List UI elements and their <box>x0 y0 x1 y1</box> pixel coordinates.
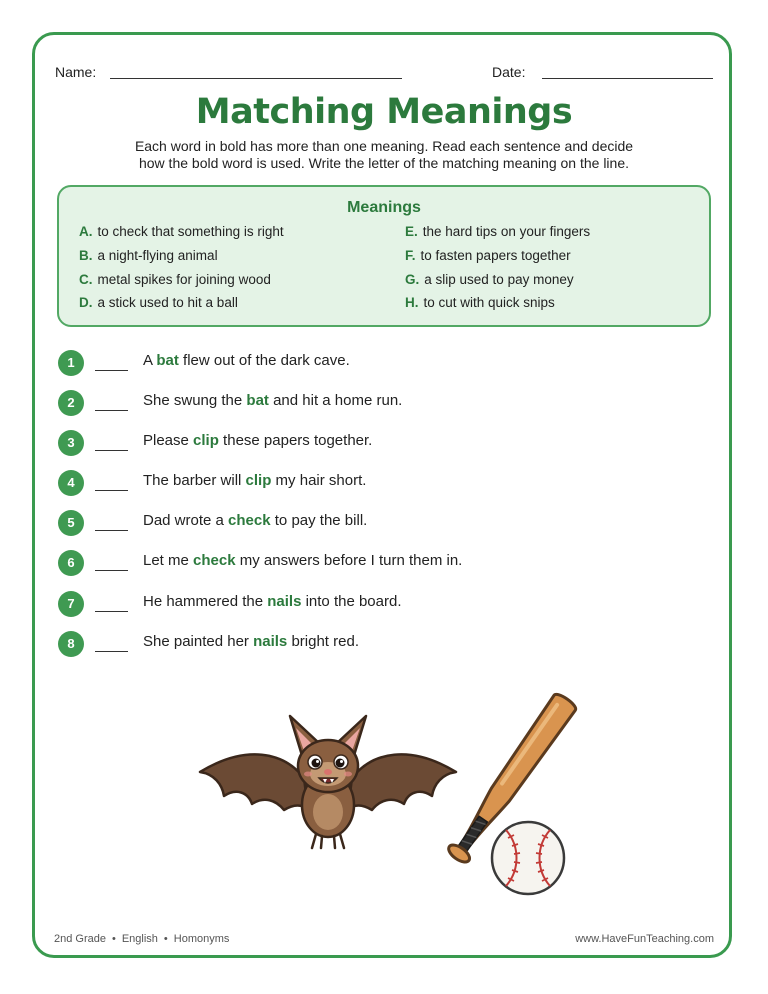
sentence-end: bright red. <box>287 633 359 650</box>
question-7 <box>58 591 678 617</box>
question-sentence <box>143 392 402 409</box>
sentence-start: Let me <box>143 552 194 569</box>
question-sentence <box>143 352 350 369</box>
sentence-end: flew out of the dark cave. <box>178 352 350 369</box>
question-sentence <box>143 472 366 489</box>
answer-blank[interactable] <box>95 490 128 491</box>
meaning-letter: F. <box>405 248 416 263</box>
question-8 <box>58 631 678 657</box>
sentence-start: He hammered the <box>143 593 268 610</box>
sentence-start: She painted her <box>143 633 254 650</box>
question-6 <box>58 550 678 576</box>
topic-tag: Homonyms <box>173 933 230 945</box>
keyword: check <box>228 512 271 529</box>
sentence-end: these papers together. <box>218 432 373 449</box>
question-sentence <box>143 593 402 610</box>
meanings-title: Meanings <box>347 199 421 216</box>
answer-blank[interactable] <box>95 611 128 612</box>
sentence-start: A <box>143 352 157 369</box>
meaning-letter: E. <box>405 224 418 239</box>
sentence-start: Dad wrote a <box>143 512 229 529</box>
question-number-badge: 8 <box>58 631 84 657</box>
answer-blank[interactable] <box>95 570 128 571</box>
question-5 <box>58 510 678 536</box>
keyword: bat <box>156 352 179 369</box>
meaning-text: a stick used to hit a ball <box>97 295 238 310</box>
instructions-line-1: Each word in bold has more than one meaning. Read each sentence and decide <box>134 138 634 154</box>
question-number-badge: 4 <box>58 470 84 496</box>
keyword: check <box>193 552 236 569</box>
subject-tag: English <box>121 933 158 945</box>
instructions-line-2: how the bold word is used. Write the letter of the matching meaning on the line. <box>138 155 630 171</box>
keyword: clip <box>193 432 219 449</box>
page-title: Matching Meanings <box>195 92 573 132</box>
answer-blank[interactable] <box>95 530 128 531</box>
meaning-text: the hard tips on your fingers <box>422 224 591 239</box>
grade-tag: 2nd Grade <box>54 933 106 945</box>
separator-dot: • <box>163 933 168 945</box>
meaning-a <box>79 224 284 239</box>
question-sentence <box>143 552 462 569</box>
question-1 <box>58 350 678 376</box>
meaning-c <box>79 272 271 287</box>
question-sentence <box>143 432 372 449</box>
meaning-text: to cut with quick snips <box>423 295 555 310</box>
sentence-start: She swung the <box>143 392 247 409</box>
meaning-letter: D. <box>79 295 93 310</box>
sentence-end: into the board. <box>301 593 402 610</box>
sentence-end: to pay the bill. <box>270 512 368 529</box>
bat-icon <box>192 700 464 860</box>
answer-blank[interactable] <box>95 370 128 371</box>
meaning-letter: B. <box>79 248 93 263</box>
question-sentence <box>143 633 359 650</box>
meaning-f <box>405 248 571 263</box>
date-field[interactable] <box>542 78 713 79</box>
question-2 <box>58 390 678 416</box>
meaning-h <box>405 295 555 310</box>
meanings-panel <box>57 185 711 327</box>
sentence-start: Please <box>143 432 194 449</box>
instructions <box>84 138 684 172</box>
sentence-start: The barber will <box>143 472 246 489</box>
separator-dot: • <box>111 933 116 945</box>
name-label: Name: <box>55 64 97 80</box>
keyword: bat <box>246 392 269 409</box>
question-number-badge: 7 <box>58 591 84 617</box>
date-label: Date: <box>492 64 526 80</box>
meaning-letter: G. <box>405 272 420 287</box>
meaning-g <box>405 272 574 287</box>
keyword: nails <box>253 633 288 650</box>
meaning-letter: H. <box>405 295 419 310</box>
meaning-b <box>79 248 218 263</box>
question-4 <box>58 470 678 496</box>
sentence-end: my answers before I turn them in. <box>235 552 463 569</box>
meaning-text: a night-flying animal <box>97 248 218 263</box>
keyword: clip <box>245 472 272 489</box>
site-link[interactable]: www.HaveFunTeaching.com <box>575 933 714 945</box>
sentence-end: my hair short. <box>271 472 367 489</box>
keyword: nails <box>267 593 302 610</box>
meaning-text: to check that something is right <box>97 224 284 239</box>
answer-blank[interactable] <box>95 410 128 411</box>
sentence-end: and hit a home run. <box>268 392 403 409</box>
question-number-badge: 5 <box>58 510 84 536</box>
meaning-e <box>405 224 590 239</box>
meaning-letter: C. <box>79 272 93 287</box>
question-sentence <box>143 512 367 529</box>
question-3 <box>58 430 678 456</box>
question-number-badge: 2 <box>58 390 84 416</box>
meaning-text: metal spikes for joining wood <box>97 272 271 287</box>
meaning-letter: A. <box>79 224 93 239</box>
footer-tags <box>54 933 229 945</box>
baseball-icon <box>488 818 568 898</box>
question-number-badge: 6 <box>58 550 84 576</box>
meaning-text: to fasten papers together <box>420 248 571 263</box>
name-field[interactable] <box>110 78 402 79</box>
meaning-d <box>79 295 238 310</box>
answer-blank[interactable] <box>95 651 128 652</box>
question-number-badge: 1 <box>58 350 84 376</box>
answer-blank[interactable] <box>95 450 128 451</box>
meaning-text: a slip used to pay money <box>424 272 574 287</box>
question-number-badge: 3 <box>58 430 84 456</box>
